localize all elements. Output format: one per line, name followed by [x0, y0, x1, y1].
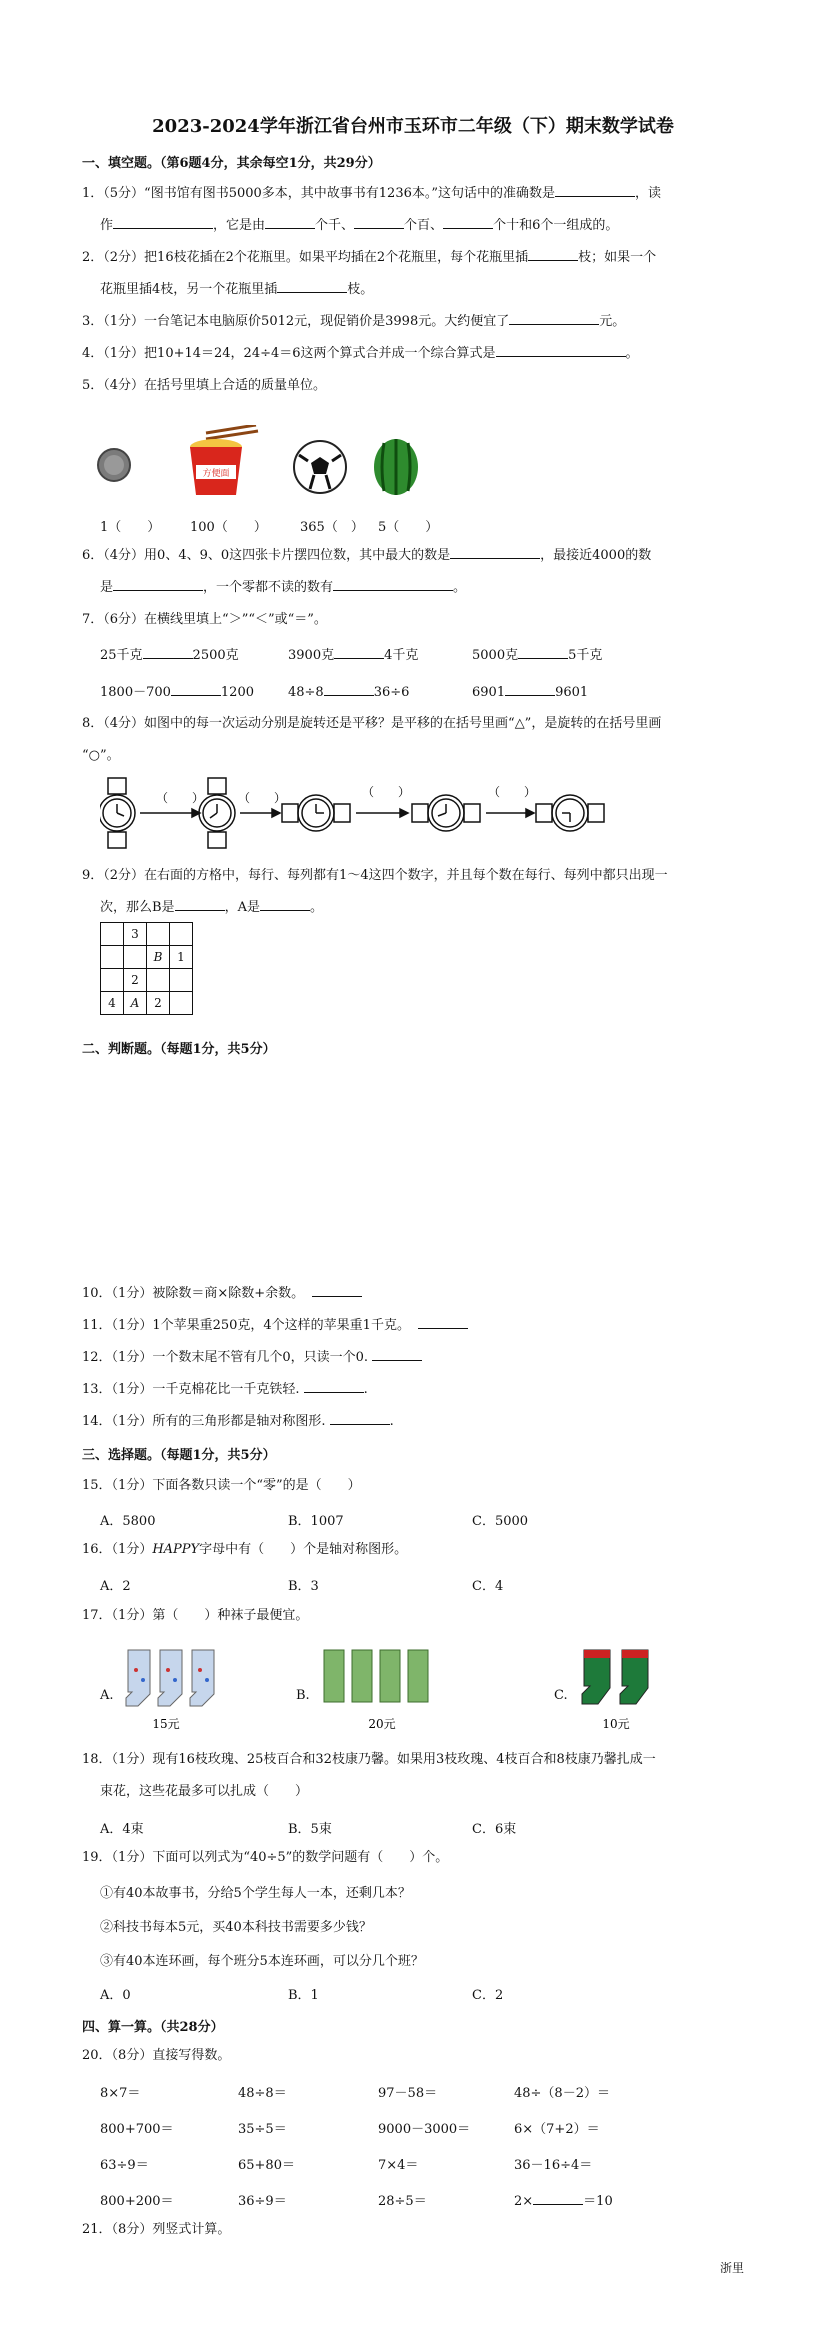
option-c[interactable]: C. — [554, 1688, 568, 1703]
problem-item: ③有40本连环画，每个班分5本连环画，可以分几个班？ — [100, 1954, 424, 1969]
sock-icon — [408, 1650, 428, 1702]
option-c[interactable]: C．6束 — [472, 1822, 517, 1837]
answer-paren[interactable]: （ ） — [156, 791, 205, 805]
question-16: 16．（1分）HAPPY字母中有（ ）个是轴对称图形。 — [82, 1542, 408, 1557]
sock-icon — [158, 1650, 182, 1706]
compare-item: 3900克 4千克 — [288, 644, 418, 663]
answer-blank[interactable] — [443, 214, 493, 229]
calc-item: 9000－3000＝ — [378, 2122, 471, 2137]
calc-item: 63÷9＝ — [100, 2158, 149, 2173]
watermelon-icon — [374, 439, 418, 495]
socks-c-image — [576, 1640, 676, 1736]
answer-blank[interactable] — [171, 681, 221, 696]
section-fill-blank-heading: 一、填空题。（第6题4分，其余每空1分，共29分） — [82, 156, 381, 171]
compare-item: 5000克 5千克 — [472, 644, 602, 663]
answer-blank[interactable] — [528, 246, 578, 261]
answer-paren[interactable]: （ ） — [488, 785, 537, 799]
number-grid: 3 B 1 2 4 A 2 — [100, 922, 193, 1015]
question-10: 10．（1分）被除数＝商×除数+余数。 — [82, 1278, 762, 1310]
answer-blank[interactable] — [518, 644, 568, 659]
calc-item: 8×7＝ — [100, 2086, 141, 2101]
option-c[interactable]: C．4 — [472, 1579, 504, 1594]
question-14: 14．（1分）所有的三角形都是轴对称图形. . — [82, 1406, 762, 1438]
q5-pictures — [96, 425, 426, 505]
price-label: 20元 — [368, 1717, 396, 1731]
watch-icon — [100, 778, 135, 848]
calc-item: 97－58＝ — [378, 2086, 438, 2101]
answer-blank[interactable] — [372, 1346, 422, 1361]
option-c[interactable]: C．2 — [472, 1988, 504, 2003]
coin-icon — [96, 435, 130, 487]
q5-label-noodle: 100（ ） — [190, 520, 267, 535]
watch-icon — [412, 795, 480, 831]
sock-icon — [620, 1650, 648, 1704]
noodle-cup-icon — [190, 425, 258, 495]
answer-blank[interactable] — [505, 681, 555, 696]
answer-blank[interactable] — [277, 278, 347, 293]
answer-blank[interactable] — [555, 182, 635, 197]
watch-icon — [536, 795, 604, 831]
section-choice-heading: 三、选择题。（每题1分，共5分） — [82, 1448, 276, 1463]
answer-blank[interactable] — [143, 644, 193, 659]
question-13: 13．（1分）一千克棉花比一千克铁轻. . — [82, 1374, 762, 1406]
option-c[interactable]: C．5000 — [472, 1514, 529, 1529]
option-a[interactable]: A．4束 — [100, 1822, 144, 1837]
compare-item: 6901 9601 — [472, 681, 588, 700]
q5-label-ball: 365（ ） — [300, 520, 364, 535]
option-a[interactable]: A．5800 — [100, 1514, 156, 1529]
calc-item: 7×4＝ — [378, 2158, 419, 2173]
answer-blank[interactable] — [175, 896, 225, 911]
noodle-label: 方便面 — [202, 469, 230, 479]
question-6: 6．（4分）用0、4、9、0这四张卡片摆四位数，其中最大的数是 ，最接近4000的数 是 ，一个零都不读的数有 。 — [82, 540, 762, 604]
sock-icon — [380, 1650, 400, 1702]
q8-watch-diagram — [100, 776, 620, 850]
question-15: 15．（1分）下面各数只读一个“零”的是（ ） — [82, 1478, 361, 1493]
section-calc-heading: 四、算一算。（共28分） — [82, 2020, 224, 2035]
compare-item: 25千克 2500克 — [100, 644, 239, 663]
answer-blank[interactable] — [533, 2190, 583, 2205]
question-8: 8．（4分）如图中的每一次运动分别是旋转还是平移？是平移的在括号里画“△”，是旋转的在括号里画 “○”。 — [82, 716, 662, 763]
sock-icon — [582, 1650, 610, 1704]
socks-b-image — [318, 1640, 458, 1736]
calc-item: 36－16÷4＝ — [514, 2158, 593, 2173]
option-a[interactable]: A. — [100, 1688, 114, 1703]
answer-blank[interactable] — [496, 342, 626, 357]
option-a[interactable]: A．0 — [100, 1988, 131, 2003]
compare-item: 48÷8 36÷6 — [288, 681, 409, 700]
question-4: 4．（1分）把10+14＝24，24÷4＝6这两个算式合并成一个综合算式是 。 — [82, 338, 762, 370]
calc-item: 2× ＝10 — [514, 2190, 613, 2209]
answer-blank[interactable] — [354, 214, 404, 229]
calc-item: 48÷（8－2）＝ — [514, 2086, 610, 2101]
sock-icon — [190, 1650, 214, 1706]
page-footer: 浙里 — [719, 2261, 744, 2275]
answer-blank[interactable] — [312, 1282, 362, 1297]
answer-paren[interactable]: （ ） — [238, 791, 287, 805]
question-3: 3．（1分）一台笔记本电脑原价5012元，现促销价是3998元。大约便宜了 元。 — [82, 306, 762, 338]
price-label: 15元 — [152, 1717, 180, 1731]
q5-label-coin: 1（ ） — [100, 520, 161, 535]
question-11: 11．（1分）1个苹果重250克，4个这样的苹果重1千克。 — [82, 1310, 762, 1342]
question-18: 18．（1分）现有16枝玫瑰、25枝百合和32枝康乃馨。如果用3枝玫瑰、4枝百合和8枝康乃馨扎成一 束花，这些花最多可以扎成（ ） — [82, 1752, 656, 1799]
answer-blank[interactable] — [260, 896, 310, 911]
question-19: 19．（1分）下面可以列式为“40÷5”的数学问题有（ ）个。 — [82, 1850, 449, 1865]
sock-icon — [324, 1650, 344, 1702]
answer-blank[interactable] — [450, 544, 540, 559]
answer-blank[interactable] — [334, 644, 384, 659]
option-b[interactable]: B．1007 — [288, 1514, 344, 1529]
calc-item: 800+700＝ — [100, 2122, 174, 2137]
soccer-ball-icon — [294, 441, 346, 493]
option-b[interactable]: B. — [296, 1688, 310, 1703]
answer-blank[interactable] — [330, 1410, 390, 1425]
watch-icon — [282, 795, 350, 831]
answer-blank[interactable] — [113, 576, 203, 591]
calc-item: 6×（7+2）＝ — [514, 2122, 600, 2137]
answer-blank[interactable] — [304, 1378, 364, 1393]
compare-item: 1800－700 1200 — [100, 681, 254, 700]
question-5: 5．（4分）在括号里填上合适的质量单位。 — [82, 378, 327, 393]
answer-blank[interactable] — [113, 214, 213, 229]
answer-blank[interactable] — [333, 576, 453, 591]
socks-a-image — [118, 1640, 238, 1736]
answer-blank[interactable] — [265, 214, 315, 229]
question-9: 9．（2分）在右面的方格中，每行、每列都有1～4这四个数字，并且每个数在每行、每列中都只出现一 次，那么B是 ，A是 。 — [82, 868, 668, 915]
option-a[interactable]: A．2 — [100, 1579, 131, 1594]
calc-item: 36÷9＝ — [238, 2194, 287, 2209]
page-title: 2023-2024学年浙江省台州市玉环市二年级（下）期末数学试卷 — [152, 116, 674, 137]
price-label: 10元 — [602, 1717, 630, 1731]
answer-blank[interactable] — [418, 1314, 468, 1329]
problem-item: ①有40本故事书，分给5个学生每人一本，还剩几本？ — [100, 1886, 411, 1901]
calc-item: 65+80＝ — [238, 2158, 295, 2173]
answer-blank[interactable] — [509, 310, 599, 325]
option-b[interactable]: B．1 — [288, 1988, 319, 2003]
watch-icon — [199, 778, 235, 848]
problem-item: ②科技书每本5元，买40本科技书需要多少钱？ — [100, 1920, 372, 1935]
question-2: 2．（2分）把16枝花插在2个花瓶里。如果平均插在2个花瓶里，每个花瓶里插 枝；如果一个 花瓶里插4枝，另一个花瓶里插 枝。 — [82, 242, 762, 306]
calc-item: 35÷5＝ — [238, 2122, 287, 2137]
sock-icon — [126, 1650, 150, 1706]
answer-paren[interactable]: （ ） — [362, 785, 411, 799]
question-1: 1．（5分）“图书馆有图书5000多本，其中故事书有1236本。”这句话中的准确数是 ，读 作 ，它是由 个千、 个百、 个十和6个一组成的。 — [82, 178, 762, 242]
option-b[interactable]: B．5束 — [288, 1822, 332, 1837]
question-17: 17．（1分）第（ ）种袜子最便宜。 — [82, 1608, 309, 1623]
q5-label-watermelon: 5（ ） — [378, 520, 439, 535]
answer-blank[interactable] — [324, 681, 374, 696]
calc-item: 28÷5＝ — [378, 2194, 427, 2209]
calc-item: 800+200＝ — [100, 2194, 174, 2209]
question-7: 7．（6分）在横线里填上“＞”“＜”或“＝”。 — [82, 612, 327, 627]
question-20: 20．（8分）直接写得数。 — [82, 2048, 231, 2063]
question-21: 21．（8分）列竖式计算。 — [82, 2222, 231, 2237]
sock-icon — [352, 1650, 372, 1702]
question-12: 12．（1分）一个数末尾不管有几个0，只读一个0. — [82, 1342, 762, 1374]
section-judge-heading: 二、判断题。（每题1分，共5分） — [82, 1042, 276, 1057]
option-b[interactable]: B．3 — [288, 1579, 319, 1594]
calc-item: 48÷8＝ — [238, 2086, 287, 2101]
